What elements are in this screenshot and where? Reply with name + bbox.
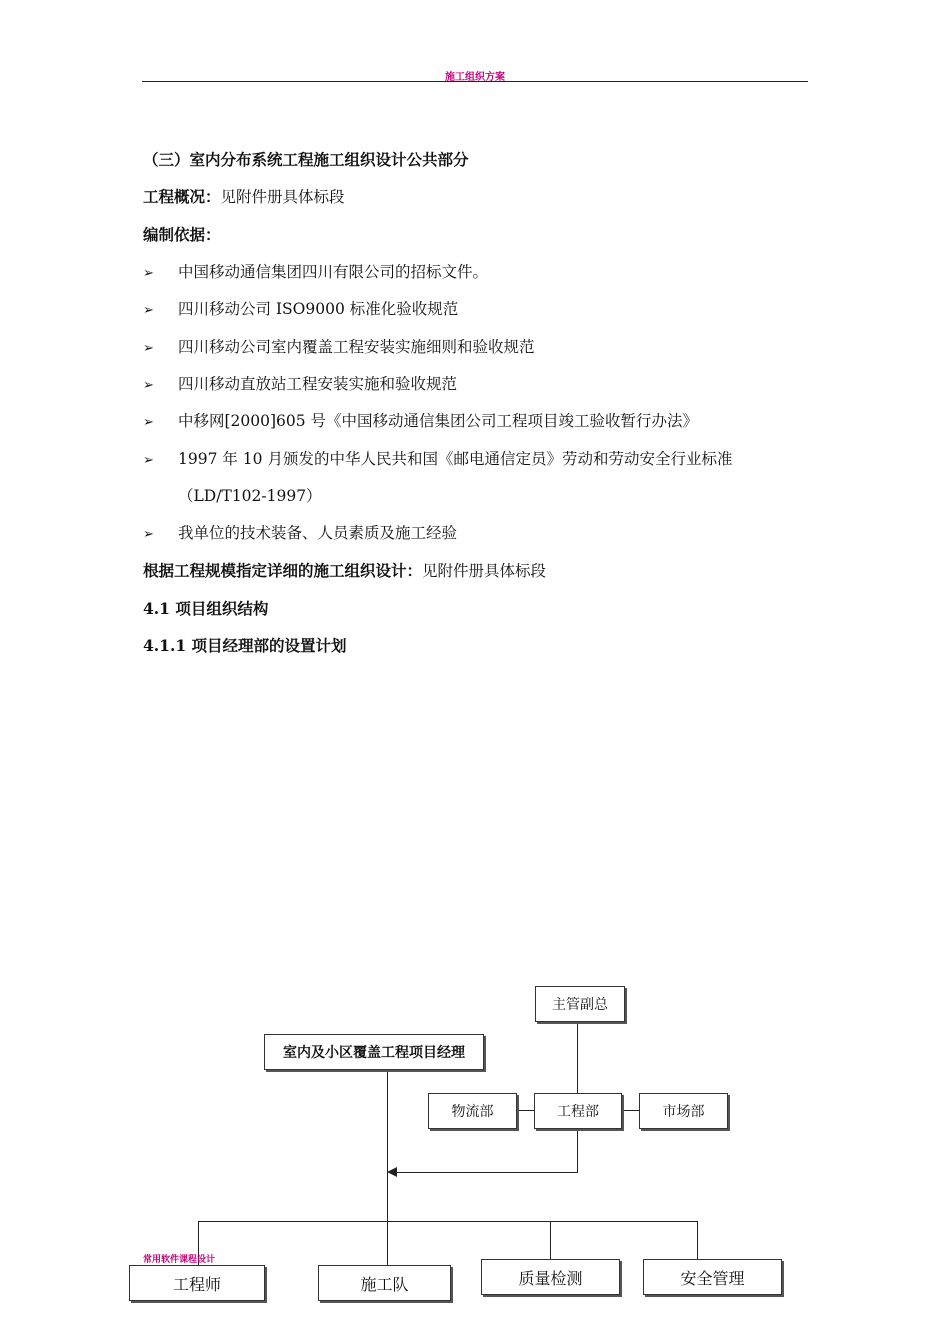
org-box-engineering: 工程部 — [534, 1093, 622, 1129]
overview-line — [143, 185, 345, 207]
bullet-arrow-icon: ➢ — [143, 341, 154, 356]
basis-item: ➢ 四川移动公司 ISO9000 标准化验收规范 — [143, 300, 459, 318]
basis-item: ➢ 中移网[2000]605 号《中国移动通信集团公司工程项目竣工验收暂行办法》 — [143, 412, 699, 430]
basis-item: ➢ 四川移动直放站工程安装实施和验收规范 — [143, 375, 458, 393]
org-box-engineer: 工程师 — [129, 1265, 265, 1301]
connector-eng-to-pm — [396, 1172, 578, 1173]
bullet-arrow-icon: ➢ — [143, 453, 154, 468]
basis-item-continuation: （LD/T102-1997） — [178, 487, 322, 505]
org-box-marketing: 市场部 — [639, 1093, 728, 1129]
basis-item: ➢ 1997 年 10 月颁发的中华人民共和国《邮电通信定员》劳动和劳动安全行业标准 — [143, 450, 733, 468]
header-rule — [142, 81, 808, 82]
connector-logistics-eng — [516, 1110, 534, 1111]
basis-label: 编制依据： — [143, 225, 221, 244]
basis-item: ➢ 四川移动公司室内覆盖工程安装实施细则和验收规范 — [143, 338, 535, 356]
heading-4-1: 4.1 项目组织结构 — [143, 599, 269, 618]
design-line — [143, 559, 546, 581]
overview-value: 见附件册具体标段 — [220, 188, 345, 206]
overview-label: 工程概况： — [143, 187, 221, 206]
arrow-left-icon — [387, 1167, 397, 1177]
connector-to-team — [387, 1221, 388, 1266]
org-box-safety-management: 安全管理 — [643, 1259, 782, 1295]
basis-item: ➢ 中国移动通信集团四川有限公司的招标文件。 — [143, 263, 489, 281]
connector-eng-down — [577, 1126, 578, 1173]
connector-to-quality — [550, 1221, 551, 1260]
org-box-construction-team: 施工队 — [318, 1265, 451, 1301]
page-footer-text: 常用软件课程设计 — [143, 1255, 216, 1265]
bullet-arrow-icon: ➢ — [143, 415, 154, 430]
basis-item: ➢ 我单位的技术装备、人员素质及施工经验 — [143, 524, 458, 542]
org-box-quality-inspection: 质量检测 — [481, 1259, 620, 1295]
connector-pm-trunk — [387, 1069, 388, 1221]
bullet-arrow-icon: ➢ — [143, 303, 154, 318]
bullet-arrow-icon: ➢ — [143, 527, 154, 542]
bullet-arrow-icon: ➢ — [143, 266, 154, 281]
page-header-title: 施工组织方案 — [445, 72, 505, 83]
design-value: 见附件册具体标段 — [422, 562, 547, 580]
heading-4-1-1: 4.1.1 项目经理部的设置计划 — [143, 636, 347, 655]
section-heading: （三）室内分布系统工程施工组织设计公共部分 — [143, 150, 469, 169]
connector-vice-to-eng — [577, 1020, 578, 1095]
org-box-vice-gm: 主管副总 — [535, 986, 625, 1022]
org-box-logistics: 物流部 — [428, 1093, 517, 1129]
design-label: 根据工程规模指定详细的施工组织设计： — [143, 561, 423, 580]
connector-eng-market — [621, 1110, 639, 1111]
connector-bottom-bar — [198, 1221, 698, 1222]
bullet-arrow-icon: ➢ — [143, 378, 154, 393]
connector-to-safety — [697, 1221, 698, 1260]
org-box-project-manager: 室内及小区覆盖工程项目经理 — [264, 1034, 484, 1070]
